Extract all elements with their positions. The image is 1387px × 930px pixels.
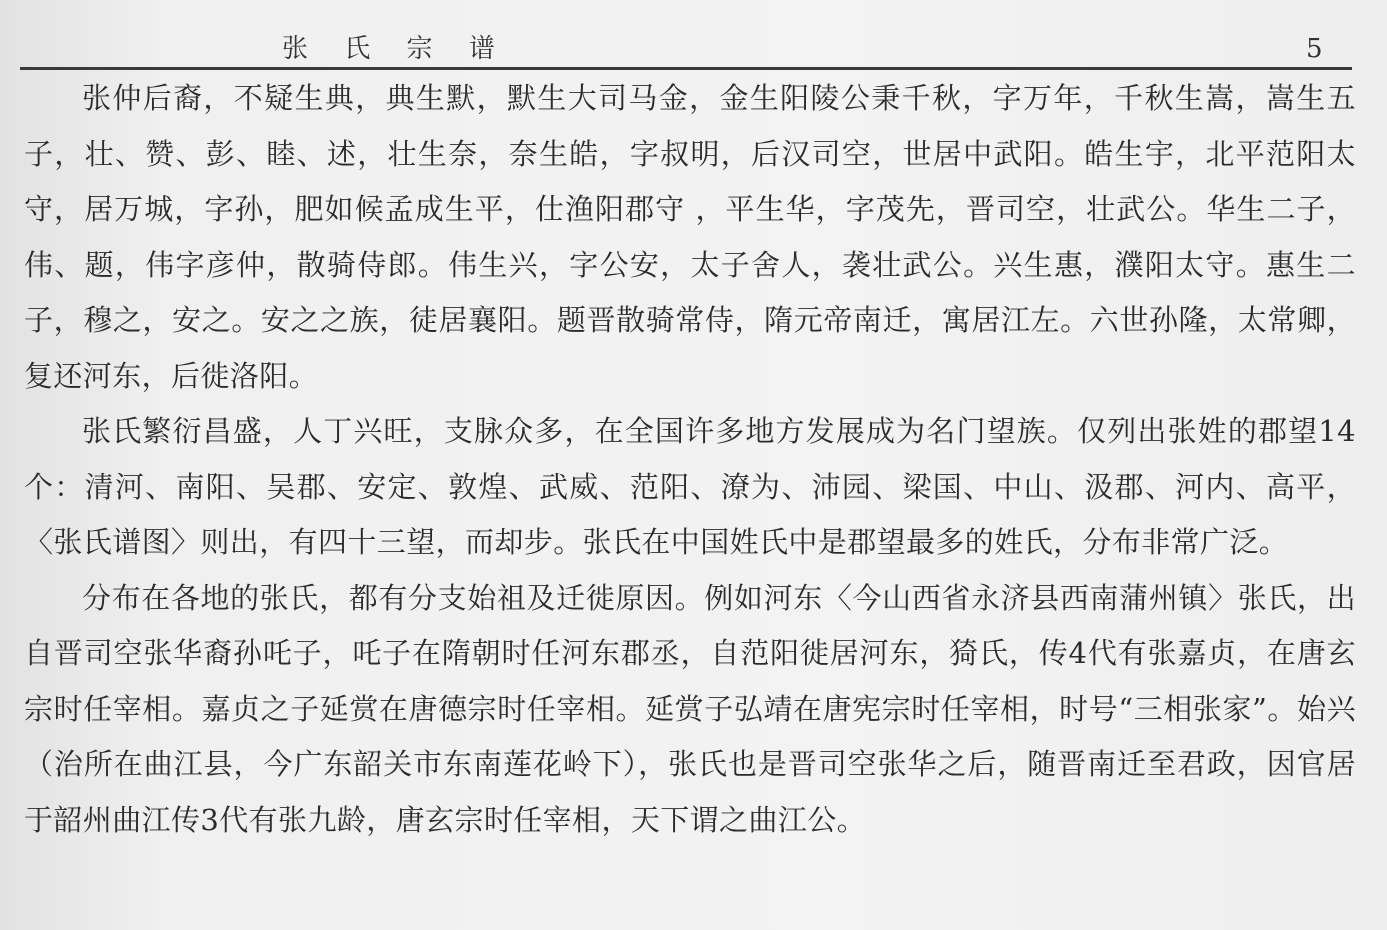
running-head-title: 张 氏 宗 谱: [282, 34, 509, 64]
page-number: 5: [1306, 34, 1323, 64]
header-rule: [20, 67, 1352, 70]
paragraph-lineage: 张仲后裔，不疑生典，典生默，默生大司马金，金生阳陵公秉千秋，字万年，千秋生嵩，嵩生五子，壮、赞、彭、睦、述，壮生奈，奈生皓，字叔明，后汉司空，世居中武阳。皓生宇，北平范阳太守，居万城，字孙，肥如候孟成生平，仕渔阳郡守 ，平生华，字茂先，晋司空，壮武公。华生二子，伟、题，伟字彦仲，散骑侍郎。伟生兴，字公安，太子舍人，袭壮武公。兴生惠，濮阳太守。惠生二子，穆之，安之。安之之族，徒居襄阳。题晋散骑常侍，隋元帝南迁，寓居江左。六世孙隆，太常卿，复还河东，后徙洛阳。: [24, 81, 1356, 393]
paragraph-commanderies: 张氏繁衍昌盛，人丁兴旺，支脉众多，在全国许多地方发展成为名门望族。仅列出张姓的郡望14个：清河、南阳、吴郡、安定、敦煌、武威、范阳、潦为、沛园、梁国、中山、汲郡、河内、高平，〈张氏谱图〉则出，有四十三望，而却步。张氏在中国姓氏中是郡望最多的姓氏，分布非常广泛。: [24, 414, 1356, 559]
body-text: [24, 71, 1356, 848]
paragraph-branches: 分布在各地的张氏，都有分支始祖及迁徙原因。例如河东〈今山西省永济县西南蒲州镇〉张氏，出自晋司空张华裔孙吒子，吒子在隋朝时任河东郡丞，自范阳徙居河东，猗氏，传4代有张嘉贞，在唐玄宗时任宰相。嘉贞之子延赏在唐德宗时任宰相。延赏子弘靖在唐宪宗时任宰相，时号“三相张家”。始兴（治所在曲江县，今广东韶关市东南莲花岭下），张氏也是晋司空张华之后，随晋南迁至君政，因官居于韶州曲江传3代有张九龄，唐玄宗时任宰相，天下谓之曲江公。: [24, 580, 1356, 837]
